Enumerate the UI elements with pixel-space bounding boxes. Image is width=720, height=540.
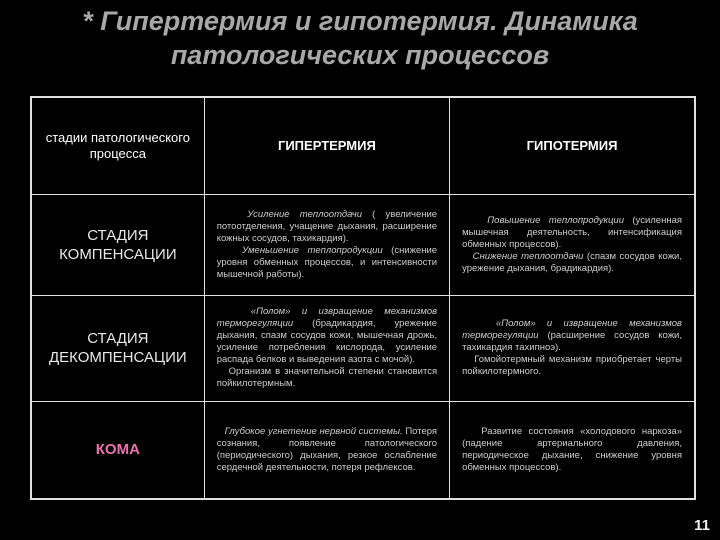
hypo-text-1: Развитие состояния «холодового наркоза» (падение артериального давления, периодическое дыхание, снижение уровня обменных процессов).: [462, 425, 682, 473]
page-number: 11: [694, 517, 710, 534]
header-stages: стадии патологического процесса: [45, 129, 190, 161]
hypo-text-2: (спазм сосудов кожи, урежение дыхания, брадикардия).: [462, 250, 683, 274]
slide-title-line1: * Гипертермия и гипотермия. Динамика: [82, 6, 638, 36]
hypo-text-1: (расширение сосудов кожи, тахикардия тахипноэ).: [462, 330, 682, 353]
hyper-text: [205, 300, 449, 396]
hyper-cell: [204, 295, 449, 401]
stage-cell: [31, 401, 204, 499]
hypo-text-2: Гомойотермный механизм приобретает черты пойкилотермного.: [462, 354, 682, 377]
stage-cell: [31, 194, 204, 295]
hyper-text-1: (брадикардия, урежение дыхания, спазм сосудов кожи, мышечная дрожь, усиление потребления кислорода, усиление распада белков и выведения азота с мочой).: [216, 318, 438, 365]
table-header-row: [31, 97, 695, 194]
hyper-cell: [204, 194, 449, 295]
hyper-text-2: (снижение уровня обменных процессов, и интенсивности мышечной работы).: [216, 244, 438, 280]
hyper-text: [205, 420, 449, 480]
hyper-text-1: ( увеличение потоотделения, учащение дыхания, расширение кожных сосудов, тахикардия).: [216, 208, 438, 244]
stage-label: СТАДИЯ КОМПЕНСАЦИИ: [59, 226, 177, 263]
header-cell-hyper: [204, 97, 449, 194]
hyper-text-1: Потеря сознания, появление патологического (периодического) дыхания, резкое ослабление сердечной деятельности, потеря рефлексов.: [216, 425, 438, 473]
hyper-cell: [204, 401, 449, 499]
hypo-text: [450, 209, 694, 281]
header-hypothermia: ГИПОТЕРМИЯ: [526, 137, 618, 153]
hypo-cell: [450, 295, 695, 401]
hypo-emph-2: Снижение теплоотдачи: [472, 250, 584, 262]
hypo-cell: [450, 401, 695, 499]
header-cell-stages: [31, 97, 204, 194]
table-row-compensation: [31, 194, 695, 295]
table-row-decompensation: [31, 295, 695, 401]
header-hyperthermia: ГИПЕРТЕРМИЯ: [277, 137, 376, 153]
header-cell-hypo: [450, 97, 695, 194]
hyper-text: [205, 203, 449, 287]
hypo-text: [450, 312, 694, 384]
table-row-coma: [31, 401, 695, 499]
stage-label: КОМА: [95, 441, 140, 459]
stage-cell: [31, 295, 204, 401]
hypo-text: [450, 420, 694, 480]
slide-title: [0, 4, 720, 72]
stage-label: СТАДИЯ ДЕКОМПЕНСАЦИИ: [49, 330, 187, 366]
hyper-emph-1: «Полом» и извращение механизмов терморегуляции: [216, 306, 438, 329]
hypo-text-1: (усиленная мышечная деятельность, интенсификация обменных процессов).: [462, 214, 683, 250]
slide-title-line2: патологических процессов: [170, 40, 550, 70]
hypo-emph-1: Повышение теплопродукции: [487, 214, 624, 226]
hypo-cell: [450, 194, 695, 295]
hyper-emph-1: Глубокое угнетение нервной системы.: [224, 425, 403, 437]
hyper-emph-1: Усиление теплоотдачи: [247, 208, 362, 220]
stages-table: [30, 96, 696, 500]
hypo-emph-1: «Полом» и извращение механизмов терморегуляции: [462, 318, 683, 341]
hyper-emph-2: Уменьшение теплопродукции: [242, 244, 383, 256]
hyper-text-2: Организм в значительной степени становится пойкилотермным.: [216, 366, 438, 389]
